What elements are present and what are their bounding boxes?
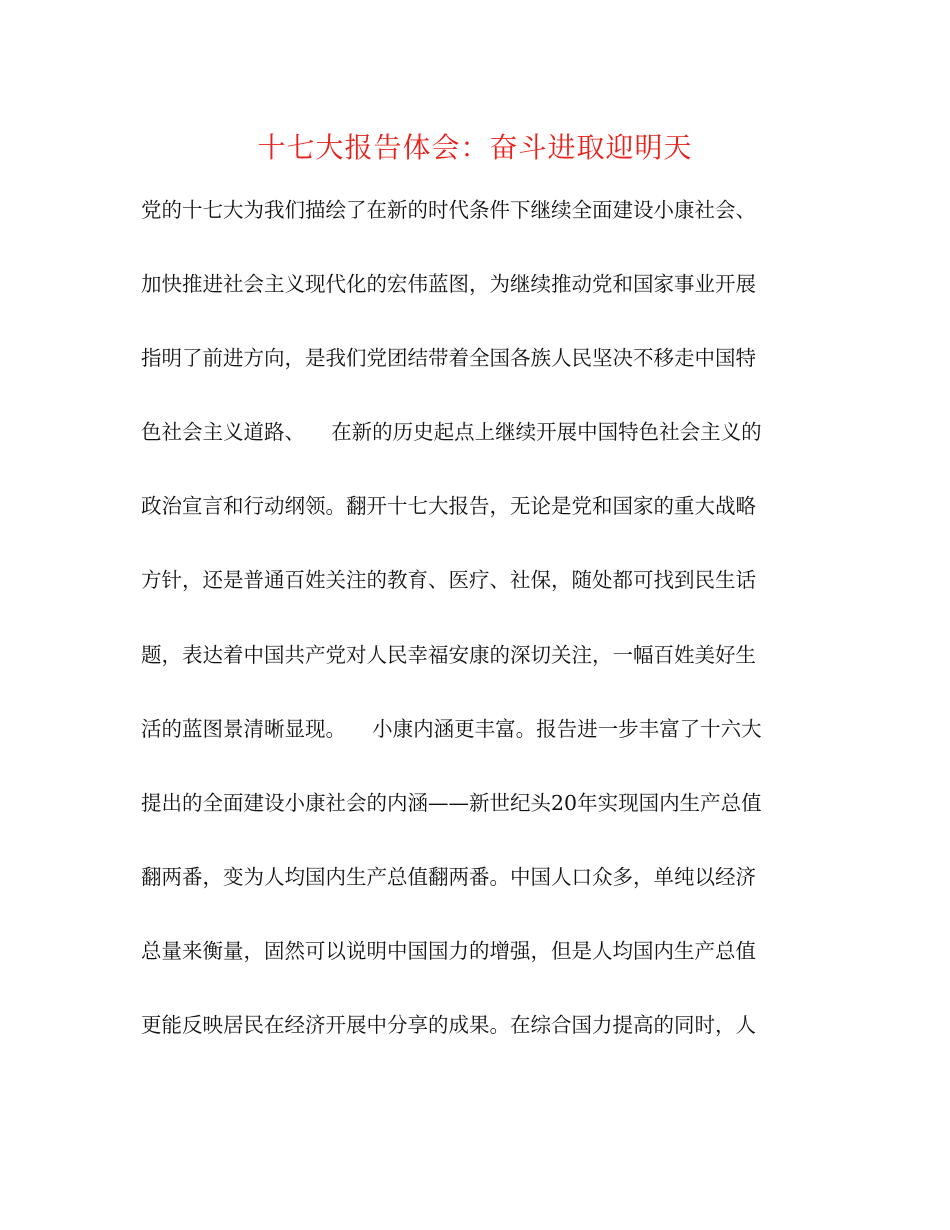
text-line: 总量来衡量，固然可以说明中国国力的增强，但是人均国内生产总值 (141, 938, 756, 963)
text-line: 指明了前进方向，是我们党团结带着全国各族人民坚决不移走中国特 (141, 346, 756, 371)
text-line: 题，表达着中国共产党对人民幸福安康的深切关注，一幅百姓美好生 (141, 642, 756, 667)
text-line: 方针，还是普通百姓关注的教育、医疗、社保，随处都可找到民生话 (141, 568, 756, 593)
page-title: 十七大报告体会：奋斗进取迎明天 (257, 131, 693, 164)
text-line: 提出的全面建设小康社会的内涵——新世纪头20年实现国内生产总值 (141, 790, 762, 815)
text-line: 活的蓝图景清晰显现。 小康内涵更丰富。报告进一步丰富了十六大 (141, 716, 762, 741)
text-line: 更能反映居民在经济开展中分享的成果。在综合国力提高的同时，人 (141, 1013, 756, 1038)
text-line: 政治宣言和行动纲领。翻开十七大报告，无论是党和国家的重大战略 (141, 494, 756, 519)
text-line: 加快推进社会主义现代化的宏伟蓝图，为继续推动党和国家事业开展 (141, 272, 756, 297)
text-line: 党的十七大为我们描绘了在新的时代条件下继续全面建设小康社会、 (141, 198, 756, 222)
body-text (141, 190, 811, 1079)
text-line: 色社会主义道路、 在新的历史起点上继续开展中国特色社会主义的 (141, 420, 762, 445)
text-line: 翻两番，变为人均国内生产总值翻两番。中国人口众多，单纯以经济 (141, 864, 756, 889)
